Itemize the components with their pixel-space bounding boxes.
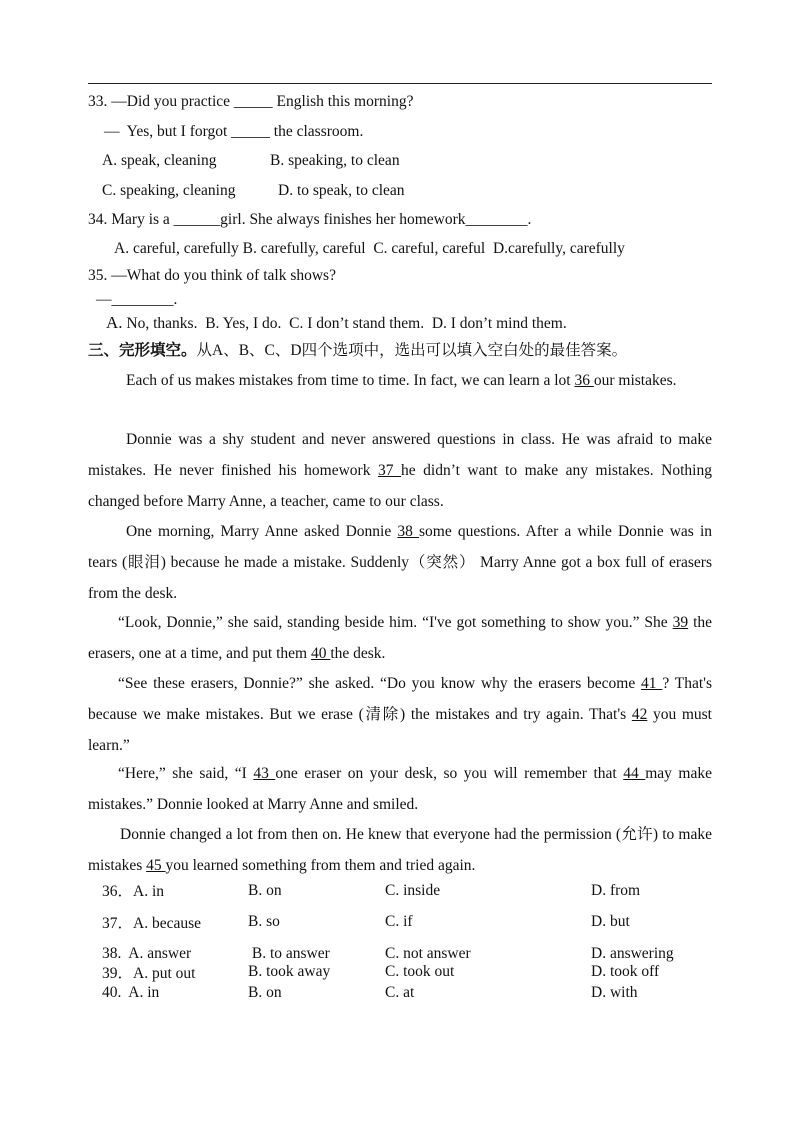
question-33-line2: — Yes, but I forgot _____ the classroom.	[104, 123, 364, 140]
option-row-40-c: C. at	[385, 984, 415, 1001]
option-row-38-b: B. to answer	[248, 945, 330, 962]
question-33-option-a: A. speak, cleaning	[102, 152, 217, 169]
section-title: 三、完形填空。	[88, 342, 197, 359]
option-row-40-a: 40. A. in	[102, 984, 160, 1001]
blank-40: 40	[310, 645, 331, 662]
passage-paragraph-5: “See these erasers, Donnie?” she asked. “Do you know why the erasers become 41 ? That's because we make mistakes. But we erase (清除) the mistakes and try again. That's 42 you must learn.”	[88, 675, 712, 754]
option-row-37-c: C. if	[385, 913, 413, 930]
option-row-39-a: 39．A. put out	[102, 965, 196, 982]
option-row-36-b: B. on	[248, 882, 282, 899]
passage-paragraph-6: “Here,” she said, “I 43 one eraser on your desk, so you will remember that 44 may make mistakes.” Donnie looked at Marry Anne and smiled.	[88, 765, 712, 813]
question-33-line1: 33. —Did you practice _____ English this morning?	[88, 93, 414, 110]
option-row-38-a: 38. A. answer	[102, 945, 192, 962]
section-header	[88, 341, 627, 361]
question-33-option-b: B. speaking, to clean	[270, 152, 400, 169]
passage-paragraph-1: Each of us makes mistakes from time to time. In fact, we can learn a lot 36 our mistakes.	[126, 372, 677, 389]
question-35-stem: 35. —What do you think of talk shows?	[88, 267, 336, 284]
option-row-38-c: C. not answer	[385, 945, 471, 962]
question-33-option-c: C. speaking, cleaning	[102, 182, 236, 199]
option-row-38-d: D. answering	[591, 945, 674, 962]
blank-41: 41	[641, 675, 663, 692]
blank-42: 42	[631, 706, 648, 723]
question-34-stem: 34. Mary is a ______girl. She always finishes her homework________.	[88, 211, 532, 228]
question-33-option-d: D. to speak, to clean	[278, 182, 405, 199]
question-35-options	[106, 313, 567, 334]
question-35-option-a-letter: A.	[106, 313, 123, 332]
question-35-answer-line: —________.	[96, 291, 178, 308]
question-35-options-text: No, thanks. B. Yes, I do. C. I don’t stand them. D. I don’t mind them.	[122, 315, 567, 332]
option-row-36-d: D. from	[591, 882, 641, 899]
blank-39: 39	[672, 614, 689, 631]
option-row-39-c: C. took out	[385, 963, 455, 980]
option-row-36-a: 36．A. in	[102, 883, 165, 900]
blank-38: 38	[397, 523, 420, 540]
option-row-37-d: D. but	[591, 913, 630, 930]
option-row-40-b: B. on	[248, 984, 282, 1001]
blank-36: 36	[574, 372, 594, 389]
passage-paragraph-7: Donnie changed a lot from then on. He knew that everyone had the permission (允许) to make mistakes 45 you learned something from them and tried again.	[88, 826, 712, 874]
option-row-39-d: D. took off	[591, 963, 660, 980]
passage-paragraph-3: One morning, Marry Anne asked Donnie 38 some questions. After a while Donnie was in tears (眼泪) because he made a mistake. Suddenly（突然） Marry Anne got a box full of erasers from the desk.	[88, 523, 713, 602]
question-34-options: A. careful, carefully B. carefully, careful C. careful, careful D.carefully, carefully	[114, 240, 625, 257]
option-row-36-c: C. inside	[385, 882, 441, 899]
option-row-39-b: B. took away	[248, 963, 331, 980]
blank-44: 44	[623, 765, 646, 782]
passage-paragraph-4: “Look, Donnie,” she said, standing beside him. “I've got something to show you.” She 39 the erasers, one at a time, and put them 40 the desk.	[88, 614, 713, 662]
option-row-37-b: B. so	[248, 913, 280, 930]
header-rule	[88, 83, 712, 84]
passage-paragraph-2: Donnie was a shy student and never answered questions in class. He was afraid to make mistakes. He never finished his homework 37 he didn’t want to make any mistakes. Nothing changed before Marry Anne, a teacher, came to our class.	[88, 431, 712, 510]
blank-43: 43	[253, 765, 276, 782]
blank-37: 37	[377, 462, 401, 479]
blank-45: 45	[146, 857, 166, 874]
option-row-40-d: D. with	[591, 984, 638, 1001]
option-row-37-a: 37．A. because	[102, 915, 201, 932]
section-instruction: 从A、B、C、D四个选项中，选出可以填入空白处的最佳答案。	[196, 342, 628, 359]
